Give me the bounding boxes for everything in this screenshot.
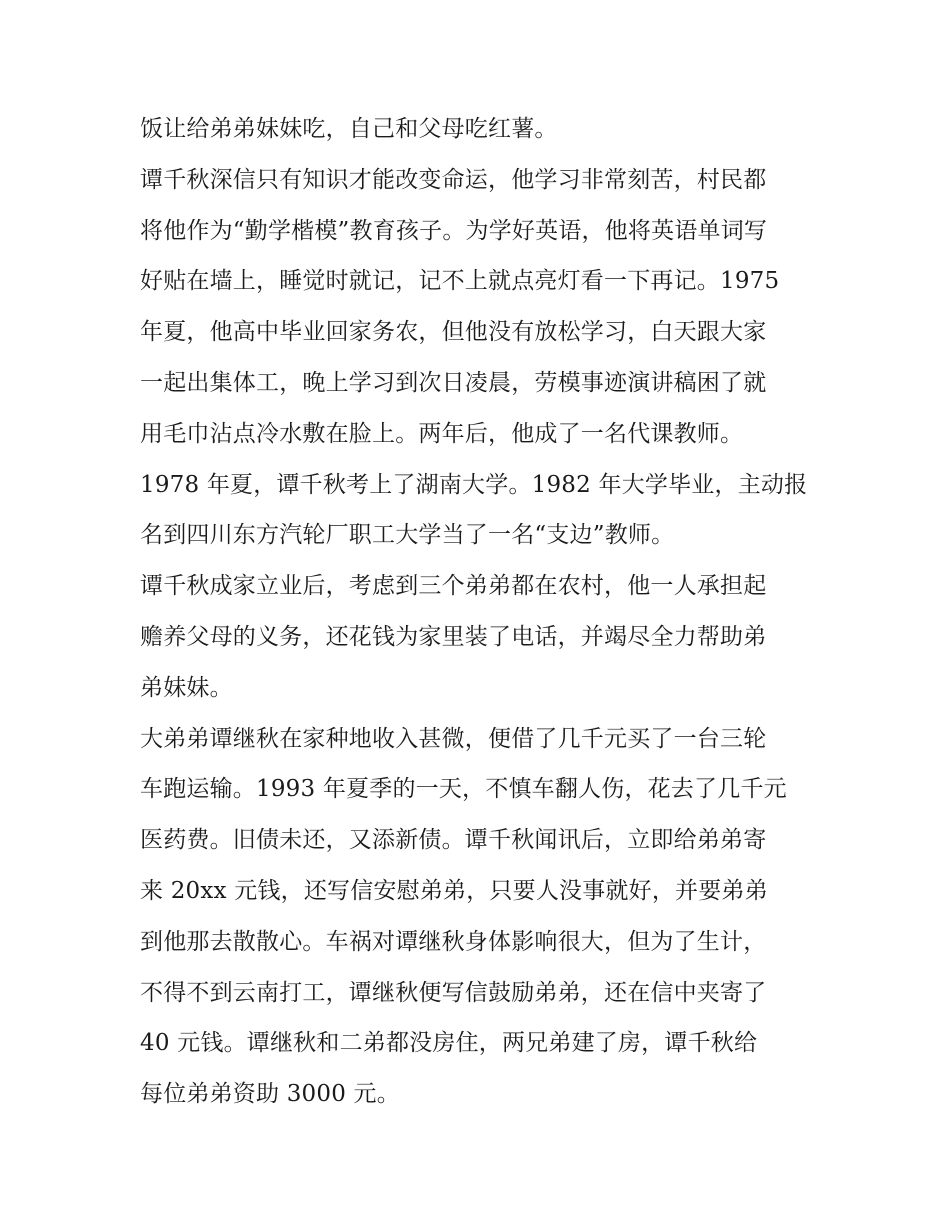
text-line: 年夏，他高中毕业回家务农，但他没有放松学习，白天跟大家: [140, 319, 767, 346]
text-line: 一起出集体工，晚上学习到次日凌晨，劳模事迹演讲稿困了就: [140, 369, 767, 396]
text-line: 医药费。旧债未还，又添新债。谭千秋闻讯后，立即给弟弟寄: [140, 827, 767, 854]
text-line: 饭让给弟弟妹妹吃，自己和父母吃红薯。: [140, 116, 558, 142]
paragraph: [140, 460, 830, 562]
text-line: 用毛巾沾点冷水敷在脸上。两年后，他成了一名代课教师。: [140, 420, 744, 447]
document-body: [140, 104, 830, 1120]
text-line: 每位弟弟资助 3000 元。: [140, 1081, 400, 1108]
text-line: 谭千秋成家立业后，考虑到三个弟弟都在农村，他一人承担起: [140, 573, 767, 600]
text-line: 不得不到云南打工，谭继秋便写信鼓励弟弟，还在信中夹寄了: [140, 979, 767, 1006]
text-line: 名到四川东方汽轮厂职工大学当了一名“支边”教师。: [140, 522, 675, 549]
text-line: 谭千秋深信只有知识才能改变命运，他学习非常刻苦，村民都: [140, 166, 767, 193]
text-line: 到他那去散散心。车祸对谭继秋身体影响很大，但为了生计，: [140, 928, 767, 955]
text-line: 1978 年夏，谭千秋考上了湖南大学。1982 年大学毕业，主动报: [140, 471, 808, 498]
text-line: 将他作为“勤学楷模”教育孩子。为学好英语，他将英语单词写: [140, 217, 768, 244]
text-line: 赡养父母的义务，还花钱为家里装了电话，并竭尽全力帮助弟: [140, 623, 767, 650]
paragraph: [140, 155, 830, 460]
text-line: 40 元钱。谭继秋和二弟都没房住，两兄弟建了房，谭千秋给: [140, 1030, 758, 1057]
text-line: 好贴在墙上，睡觉时就记，记不上就点亮灯看一下再记。1975: [140, 268, 780, 295]
paragraph: [140, 714, 830, 1120]
text-line: 车跑运输。1993 年夏季的一天，不慎车翻人伤，花去了几千元: [140, 776, 787, 803]
text-line: 弟妹妹。: [140, 674, 233, 701]
paragraph: [140, 104, 830, 155]
paragraph: [140, 561, 830, 713]
text-line: 大弟弟谭继秋在家种地收入甚微，便借了几千元买了一台三轮: [140, 725, 767, 752]
text-line: 来 20xx 元钱，还写信安慰弟弟，只要人没事就好，并要弟弟: [140, 877, 768, 904]
